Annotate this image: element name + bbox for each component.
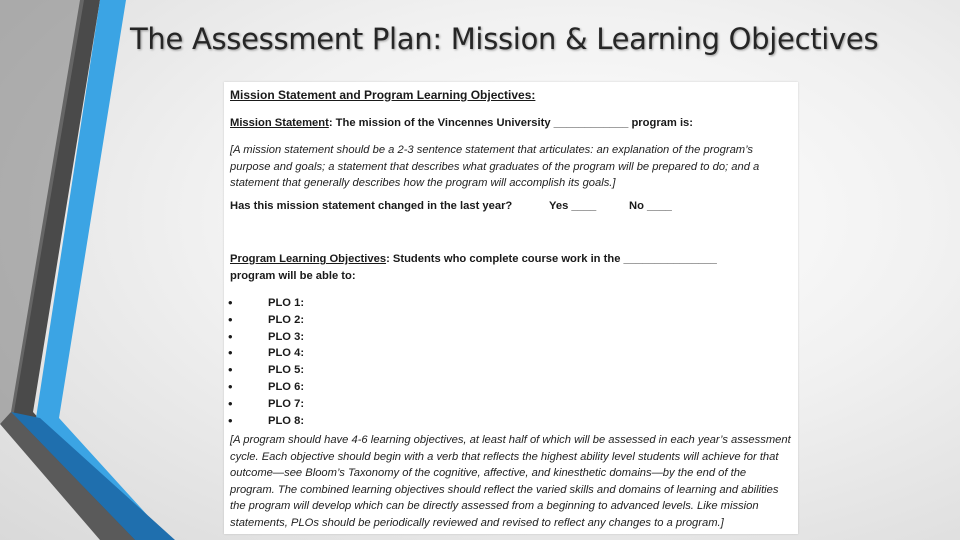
plo-label: Program Learning Objectives [230, 253, 387, 265]
plo-intro-text: : Students who complete course work in the _______________ [386, 253, 717, 265]
plo-item: PLO 1: [268, 297, 305, 309]
mission-statement-line [230, 117, 693, 129]
plo-item: PLO 5: [268, 364, 305, 377]
bullet-icon: • [228, 311, 233, 327]
plo-item: PLO 7: [268, 397, 305, 410]
doc-heading: Mission Statement and Program Learning Objectives: [230, 88, 536, 102]
list-item [228, 345, 304, 362]
plo-instruction-line: the program will develop which can be directly assessed from a beginning to advanced levels. Like mission [230, 500, 759, 512]
plo-item: PLO 8: [268, 414, 305, 427]
bullet-icon: • [228, 345, 233, 361]
plo-intro-line2: program will be able to: [230, 270, 356, 282]
list-item [228, 379, 304, 396]
bullet-icon: • [228, 295, 233, 310]
list-item [228, 329, 304, 346]
list-item [228, 312, 304, 329]
plo-item: PLO 6: [268, 380, 305, 393]
mission-text: : The mission of the Vincennes University ____________ program is: [328, 117, 693, 129]
no-field: No ____ [629, 200, 672, 212]
plo-list [228, 295, 304, 429]
list-item [228, 295, 304, 312]
plo-instruction-line: outcome—see Bloom’s Taxonomy of the cognitive, affective, and kinesthetic domains—by the end of the [230, 467, 747, 479]
mission-instruction-line: purpose and goals; a statement that describes what graduates of the program will be prepared to do; and a [230, 160, 760, 173]
mission-instructions [230, 142, 759, 192]
plo-item: PLO 3: [268, 330, 305, 343]
list-item [228, 362, 304, 379]
plo-instruction-line: statements, PLOs should be periodically reviewed and revised to reflect any changes to a program.] [230, 516, 724, 529]
slide-title: The Assessment Plan: Mission & Learning Objectives [130, 22, 879, 56]
plo-instructions [230, 432, 791, 531]
mission-instruction-line: [A mission statement should be a 2-3 sentence statement that articulates: an explanation of the program’s [230, 144, 754, 156]
plo-instruction-line: program. The combined learning objectives should reflect the varied skills and domains of learning and abilities [230, 483, 779, 496]
bullet-icon: • [228, 395, 233, 411]
plo-item: PLO 4: [268, 347, 305, 360]
mission-change-question: Has this mission statement changed in the last year? [230, 200, 513, 212]
bullet-icon: • [228, 362, 233, 378]
yes-field: Yes ____ [549, 200, 597, 212]
plo-intro-line1 [230, 253, 717, 265]
bullet-icon: • [228, 378, 233, 394]
plo-instruction-line: cycle. Each objective should begin with a verb that reflects the highest ability level students will achieve for that [230, 450, 779, 463]
list-item [228, 396, 304, 413]
bullet-icon: • [228, 412, 233, 428]
bullet-icon: • [228, 328, 233, 344]
document-image [224, 82, 798, 534]
list-item [228, 413, 304, 430]
mission-label: Mission Statement [230, 117, 329, 129]
mission-instruction-line: statement that generally describes how the program will accomplish its goals.] [230, 177, 616, 189]
plo-item: PLO 2: [268, 313, 305, 326]
plo-instruction-line: [A program should have 4-6 learning objectives, at least half of which will be assessed in each year’s assessment [230, 434, 791, 446]
